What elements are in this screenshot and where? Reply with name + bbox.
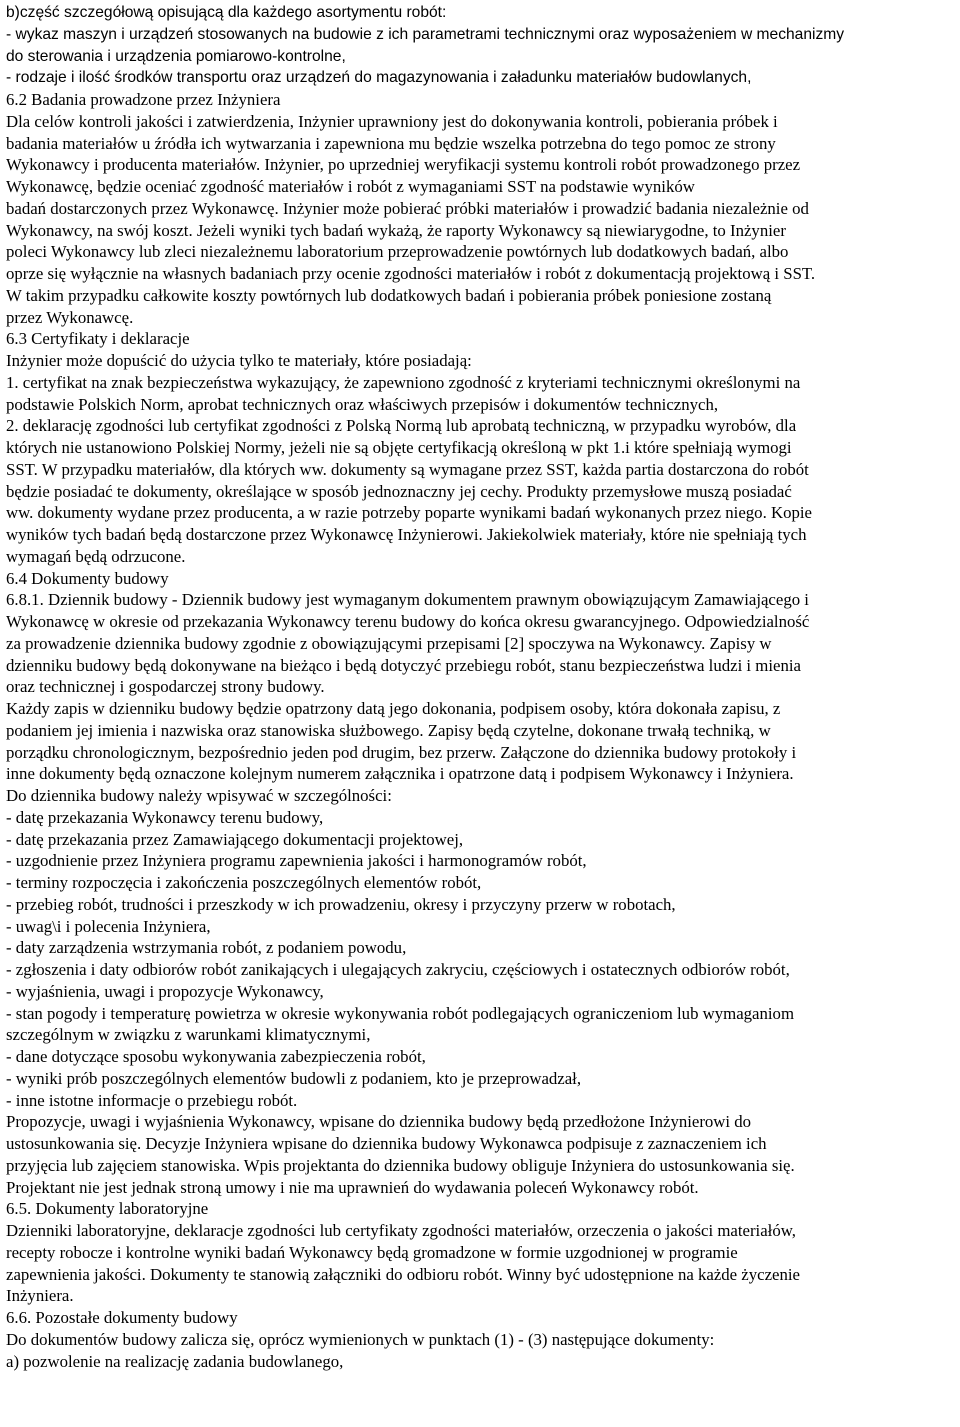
- text-line: ww. dokumenty wydane przez producenta, a w razie potrzeby poparte wynikami badań wykonanych przez niego. Kopie: [6, 503, 812, 523]
- text-line: - inne istotne informacje o przebiegu robót.: [6, 1090, 298, 1110]
- text-line: - datę przekazania Wykonawcy terenu budowy,: [6, 807, 324, 827]
- text-line: Każdy zapis w dzienniku budowy będzie opatrzony datą jego dokonania, podpisem osoby, która dokonała zapisu, z: [6, 699, 781, 718]
- text-line: 6.5. Dokumenty laboratoryjne: [6, 1199, 209, 1219]
- text-line: 6.3 Certyfikaty i deklaracje: [6, 329, 190, 349]
- text-line: wymagań będą odrzucone.: [6, 546, 186, 566]
- text-line: będzie posiadać te dokumenty, określające w sposób jednoznaczny jej cechy. Produkty przemysłowe muszą posiadać: [6, 481, 792, 501]
- text-line: - rodzaje i ilość środków transportu oraz urządzeń do magazynowania i załadunku materiałów budowlanych,: [6, 69, 752, 87]
- text-line: Inżyniera.: [6, 1286, 74, 1306]
- text-line: do sterowania i urządzenia pomiarowo-kontrolne,: [6, 47, 346, 65]
- text-line: Do dziennika budowy należy wpisywać w szczególności:: [6, 786, 392, 805]
- text-line: badania materiałów u źródła ich wytwarzania i zapewniona mu będzie wszelka potrzebna do tego pomoc ze strony: [6, 133, 776, 153]
- text-line: a) pozwolenie na realizację zadania budowlanego,: [6, 1351, 344, 1371]
- text-line: 6.2 Badania prowadzone przez Inżyniera: [6, 90, 281, 109]
- text-line: podstawie Polskich Norm, aprobat technicznych oraz właściwych przepisów i dokumentów technicznych,: [6, 394, 719, 414]
- text-line: - datę przekazania przez Zamawiającego dokumentacji projektowej,: [6, 829, 464, 849]
- text-line: 6.4 Dokumenty budowy: [6, 568, 169, 588]
- text-line: wyników tych badań będą dostarczone przez Wykonawcę Inżynierowi. Jakiekolwiek materiały, które nie spełniają tych: [6, 525, 807, 544]
- text-line: 2. deklarację zgodności lub certyfikat zgodności z Polską Normą lub aprobatą techniczną, w przypadku wyrobów, dla: [6, 416, 797, 436]
- text-line: Wykonawcę w okresie od przekazania Wykonawcy terenu budowy do końca okresu gwarancyjnego. Odpowiedzialność: [6, 612, 810, 631]
- text-line: - przebieg robót, trudności i przeszkody w ich prowadzeniu, okresy i przyczyny przerw w robotach,: [6, 894, 676, 914]
- text-line: inne dokumenty będą oznaczone kolejnym numerem załącznika i opatrzone datą i podpisem Wykonawcy i Inżyniera.: [6, 764, 794, 784]
- text-line: - terminy rozpoczęcia i zakończenia poszczególnych elementów robót,: [6, 873, 482, 892]
- text-line: b)część szczegółową opisującą dla każdego asortymentu robót:: [6, 4, 447, 21]
- text-line: podaniem jej imienia i nazwiska oraz stanowiska służbowego. Zapisy będą czytelne, dokonane trwałą techniką, w: [6, 720, 771, 740]
- text-line: Dzienniki laboratoryjne, deklaracje zgodności lub certyfikaty zgodności materiałów, orzeczenia o jakości materiałów,: [6, 1221, 796, 1240]
- text-line: Inżynier może dopuścić do użycia tylko te materiały, które posiadają:: [6, 351, 472, 370]
- text-line: - uwag\i i polecenia Inżyniera,: [6, 916, 211, 936]
- text-line: oprze się wyłącznie na własnych badaniach przy ocenie zgodności materiałów i robót z dokumentacją projektową i SST.: [6, 264, 816, 283]
- text-line: badań dostarczonych przez Wykonawcę. Inżynier może pobierać próbki materiałów i prowadzić badania niezależnie od: [6, 198, 809, 218]
- text-line: recepty robocze i kontrolne wyniki badań Wykonawcy będą gromadzone w formie uzgodnionej w programie: [6, 1242, 738, 1262]
- text-line: - daty zarządzenia wstrzymania robót, z podaniem powodu,: [6, 938, 407, 958]
- text-line: Propozycje, uwagi i wyjaśnienia Wykonawcy, wpisane do dziennika budowy będą przedłożone Inżynierowi do: [6, 1112, 752, 1132]
- text-line: Wykonawcy, na swój koszt. Jeżeli wyniki tych badań wykażą, że raporty Wykonawcy są niewiarygodne, to Inżynier: [6, 220, 786, 240]
- text-line: 6.8.1. Dziennik budowy - Dziennik budowy jest wymaganym dokumentem prawnym obowiązującym Zamawiającego i: [6, 590, 809, 610]
- text-line: porządku chronologicznym, bezpośrednio jeden pod drugim, bez przerw. Załączone do dziennika budowy protokoły i: [6, 742, 797, 762]
- text-line: poleci Wykonawcy lub zleci niezależnemu laboratorium przeprowadzenie powtórnych lub dodatkowych badań, albo: [6, 242, 789, 262]
- text-line: - wyjaśnienia, uwagi i propozycje Wykonawcy,: [6, 981, 324, 1001]
- text-line: - stan pogody i temperaturę powietrza w okresie wykonywania robót podlegających ograniczeniom lub wymaganiom: [6, 1003, 795, 1023]
- text-line: - zgłoszenia i daty odbiorów robót zanikających i ulegających zakryciu, częściowych i ostatecznych odbiorów robót,: [6, 960, 790, 979]
- text-line: W takim przypadku całkowite koszty powtórnych lub dodatkowych badań i pobierania próbek poniesione zostaną: [6, 285, 772, 305]
- text-line: dzienniku budowy będą dokonywane na bieżąco i będą dotyczyć przebiegu robót, stanu bezpieczeństwa ludzi i mienia: [6, 655, 801, 675]
- text-line: zapewnienia jakości. Dokumenty te stanowią załączniki do odbioru robót. Winny być udostępnione na każde życzenie: [6, 1264, 800, 1284]
- text-line: Wykonawcy i producenta materiałów. Inżynier, po uprzedniej weryfikacji systemu kontroli robót prowadzonego przez: [6, 155, 801, 175]
- text-line: przyjęcia lub zajęciem stanowiska. Wpis projektanta do dziennika budowy obliguje Inżyniera do ustosunkowania się.: [6, 1155, 795, 1175]
- text-line: przez Wykonawcę.: [6, 307, 134, 327]
- text-line: ustosunkowania się. Decyzje Inżyniera wpisane do dziennika budowy Wykonawca podpisuje z zaznaczeniem ich: [6, 1134, 767, 1153]
- text-line: których nie ustanowiono Polskiej Normy, jeżeli nie są objęte certyfikacją określoną w pkt 1.i które spełniają wymogi: [6, 438, 792, 457]
- text-line: SST. W przypadku materiałów, dla których ww. dokumenty są wymagane przez SST, każda partia dostarczona do robót: [6, 459, 809, 479]
- text-line: - uzgodnienie przez Inżyniera programu zapewnienia jakości i harmonogramów robót,: [6, 851, 587, 871]
- text-line: - wykaz maszyn i urządzeń stosowanych na budowie z ich parametrami technicznymi oraz wyposażeniem w mechanizmy: [6, 25, 845, 43]
- text-line: Projektant nie jest jednak stroną umowy i nie ma uprawnień do wydawania poleceń Wykonawcy robót.: [6, 1177, 699, 1197]
- text-line: 6.6. Pozostałe dokumenty budowy: [6, 1308, 238, 1327]
- text-line: za prowadzenie dziennika budowy zgodnie z obowiązującymi przepisami [2] spoczywa na Wykonawcy. Zapisy w: [6, 633, 772, 653]
- text-line: oraz technicznej i gospodarczej strony budowy.: [6, 677, 325, 697]
- text-line: 1. certyfikat na znak bezpieczeństwa wykazujący, że zapewniono zgodność z kryteriami technicznymi określonymi na: [6, 372, 801, 392]
- text-line: - dane dotyczące sposobu wykonywania zabezpieczenia robót,: [6, 1047, 426, 1066]
- text-line: - wyniki prób poszczególnych elementów budowli z podaniem, kto je przeprowadzał,: [6, 1068, 582, 1088]
- text-line: szczególnym w związku z warunkami klimatycznymi,: [6, 1025, 371, 1045]
- text-line: Dla celów kontroli jakości i zatwierdzenia, Inżynier uprawniony jest do dokonywania kontroli, pobierania próbek i: [6, 111, 778, 131]
- text-line: Wykonawcę, będzie oceniać zgodność materiałów i robót z wymaganiami SST na podstawie wyników: [6, 177, 695, 196]
- text-line: Do dokumentów budowy zalicza się, oprócz wymienionych w punktach (1) - (3) następujące dokumenty:: [6, 1329, 715, 1349]
